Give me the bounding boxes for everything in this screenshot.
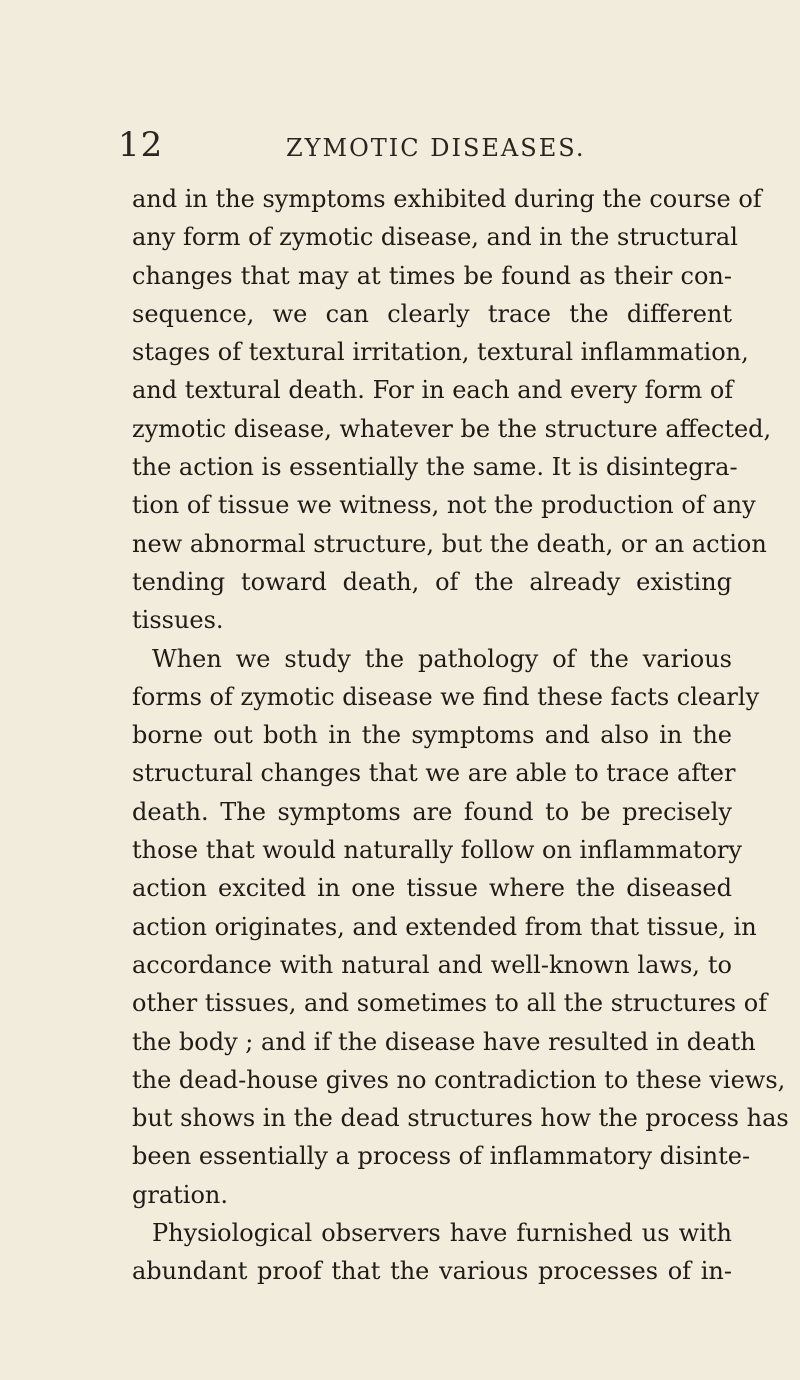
text-line: zymotic disease, whatever be the structure affected, [132,414,772,443]
text-line: action excited in one tissue where the diseased [132,874,732,903]
text-line: any form of zymotic disease, and in the structural [132,223,738,252]
page-header [118,125,678,168]
text-line: been essentially a process of inflammatory disinte- [132,1142,751,1171]
text-line: other tissues, and sometimes to all the structures of [132,989,768,1018]
body-text [132,180,789,1291]
text-line: Physiological observers have furnished us with [152,1219,732,1248]
text-line: forms of zymotic disease we find these facts clearly [132,682,760,711]
page-number: 12 [118,125,164,165]
text-line: tion of tissue we witness, not the production of any [132,491,756,520]
text-line: When we study the pathology of the various [152,644,732,673]
text-line: death. The symptoms are found to be precisely [132,797,732,826]
text-line: the action is essentially the same. It is disintegra- [132,453,738,482]
text-line: the dead-house gives no contradiction to these views, [132,1065,786,1094]
text-line: sequence, we can clearly trace the different [132,299,732,328]
text-line: but shows in the dead structures how the process has [132,1104,789,1133]
text-line: and textural death. For in each and every form of [132,376,734,405]
text-line: and in the symptoms exhibited during the course of [132,185,762,213]
text-line: tissues. [132,606,224,635]
text-line: borne out both in the symptoms and also in the [132,721,732,750]
running-head: ZYMOTIC DISEASES. [286,134,586,162]
text-line: stages of textural irritation, textural inflammation, [132,338,749,367]
text-line: action originates, and extended from that tissue, in [132,912,757,941]
text-line: structural changes that we are able to trace after [132,759,736,788]
text-line: accordance with natural and well-known laws, to [132,950,732,979]
text-line: changes that may at times be found as their con- [132,261,732,290]
text-line: new abnormal structure, but the death, or an action [132,529,767,558]
text-line: tending toward death, of the already existing [132,567,732,596]
text-line: abundant proof that the various processes of in- [132,1257,732,1286]
text-line: gration. [132,1180,228,1209]
text-line: those that would naturally follow on inflammatory [132,836,742,865]
text-line: the body ; and if the disease have resulted in death [132,1027,756,1056]
